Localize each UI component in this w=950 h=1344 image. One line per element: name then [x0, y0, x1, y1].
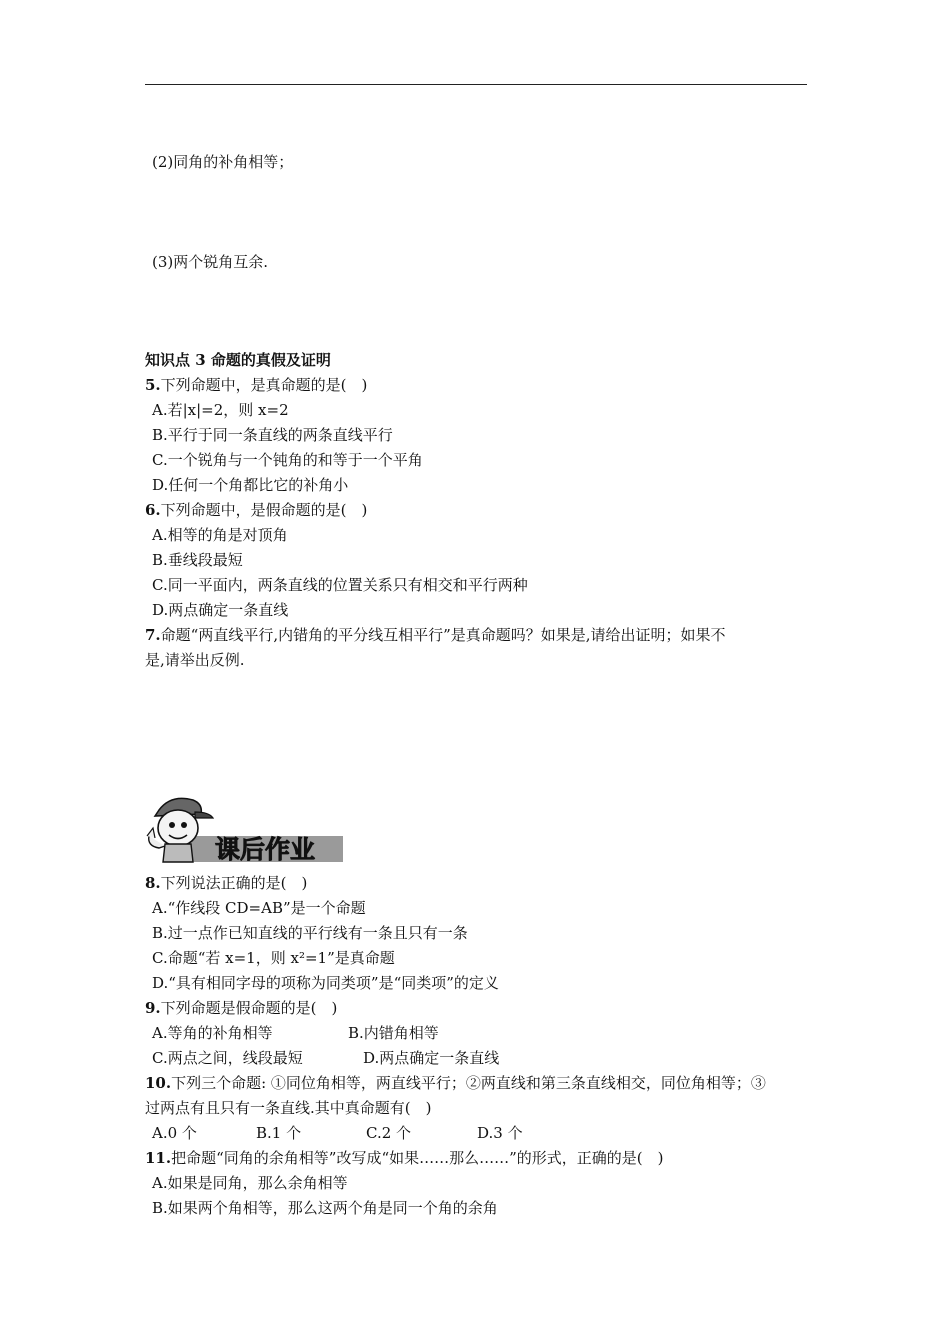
question-number: 9. — [145, 999, 161, 1017]
question-number: 7. — [145, 626, 161, 644]
question-6 — [145, 498, 367, 523]
homework-banner — [145, 796, 343, 864]
sub-question-2: (2)同角的补角相等； — [152, 153, 294, 171]
question-number: 5. — [145, 376, 161, 394]
option-d: D.“具有相同字母的项称为同类项”是“同类项”的定义 — [152, 974, 499, 992]
question-8 — [145, 871, 307, 896]
sub-question-3: (3)两个锐角互余. — [152, 253, 269, 271]
option-c: C.同一平面内，两条直线的位置关系只有相交和平行两种 — [152, 576, 528, 594]
section-title: 知识点 3 命题的真假及证明 — [145, 351, 331, 369]
question-stem: 下列命题是假命题的是( ) — [160, 999, 338, 1017]
option-c: C.一个锐角与一个钝角的和等于一个平角 — [152, 451, 423, 469]
question-stem: 下列三个命题: ①同位角相等，两直线平行；②两直线和第三条直线相交，同位角相等；③ — [171, 1074, 766, 1092]
option-a: A.“作线段 CD=AB”是一个命题 — [152, 899, 366, 917]
option-c: C.2 个 — [366, 1124, 412, 1142]
question-10 — [145, 1071, 766, 1096]
question-number: 6. — [145, 501, 161, 519]
option-a: A.如果是同角，那么余角相等 — [152, 1174, 348, 1192]
question-5 — [145, 373, 367, 398]
question-9 — [145, 996, 337, 1021]
option-b: B.垂线段最短 — [152, 551, 243, 569]
option-b: B.过一点作已知直线的平行线有一条且只有一条 — [152, 924, 468, 942]
question-stem: 下列命题中，是真命题的是( ) — [160, 376, 368, 394]
option-a: A.相等的角是对顶角 — [152, 526, 288, 544]
question-stem: 下列命题中，是假命题的是( ) — [160, 501, 368, 519]
option-a: A.等角的补角相等 — [152, 1024, 273, 1042]
question-number: 10. — [145, 1074, 172, 1092]
option-a: A.0 个 — [152, 1124, 197, 1142]
question-10-continued: 过两点有且只有一条直线.其中真命题有( ) — [145, 1099, 432, 1117]
option-d: D.两点确定一条直线 — [152, 601, 289, 619]
option-b: B.平行于同一条直线的两条直线平行 — [152, 426, 393, 444]
option-d: D.3 个 — [477, 1124, 523, 1142]
option-b: B.1 个 — [256, 1124, 302, 1142]
option-c: C.两点之间，线段最短 — [152, 1049, 303, 1067]
question-stem: 命题“两直线平行,内错角的平分线互相平行”是真命题吗？如果是,请给出证明；如果不 — [160, 626, 726, 644]
option-b: B.如果两个角相等，那么这两个角是同一个角的余角 — [152, 1199, 498, 1217]
question-number: 11. — [145, 1149, 172, 1167]
option-b: B.内错角相等 — [348, 1024, 439, 1042]
question-11 — [145, 1146, 664, 1171]
option-c: C.命题“若 x=1，则 x²=1”是真命题 — [152, 949, 395, 967]
header-rule — [145, 84, 807, 85]
question-number: 8. — [145, 874, 161, 892]
question-stem: 把命题“同角的余角相等”改写成“如果……那么……”的形式，正确的是( ) — [171, 1149, 664, 1167]
banner-title: 课后作业 — [215, 835, 316, 864]
option-d: D.任何一个角都比它的补角小 — [152, 476, 349, 494]
option-a: A.若|x|=2，则 x=2 — [152, 401, 289, 419]
question-7 — [145, 623, 726, 648]
option-d: D.两点确定一条直线 — [363, 1049, 500, 1067]
question-stem: 下列说法正确的是( ) — [160, 874, 308, 892]
question-7-continued: 是,请举出反例. — [145, 651, 245, 669]
